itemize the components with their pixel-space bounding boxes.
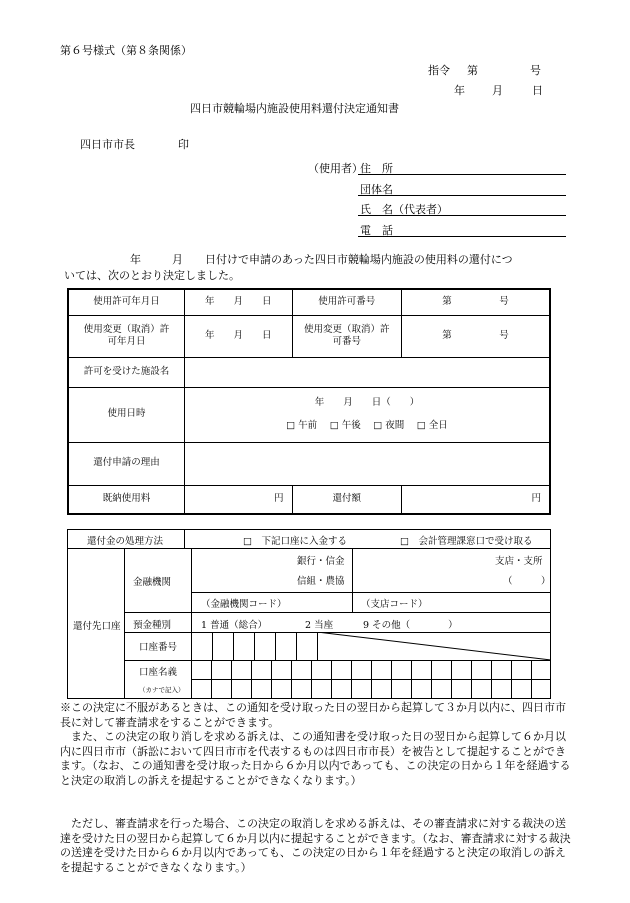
phone-line [358,236,566,237]
option-morning[interactable]: □ 午前 [286,419,318,431]
bank-code-label: （金融機関コード） [201,599,287,610]
bank-types-2: 信組・農協 [297,576,345,587]
change-date-cell [184,315,292,357]
kana-grid-line [391,660,392,699]
change-no-cell [401,315,550,357]
kana-grid-line [371,660,372,699]
paid-value [184,485,292,514]
kana-grid-line [411,660,412,699]
permit-no-cell [401,289,550,315]
kana-grid-line [331,660,332,699]
intro-year: 年 [130,253,141,266]
user-label: （使用者） [308,162,363,175]
num-dai: 第 [442,329,452,341]
kana-grid-line [251,660,252,699]
deposit-label: 預金種別 [133,620,172,631]
address-line [358,174,566,175]
name-line [358,215,566,216]
kana-grid-line [431,660,432,699]
option-night[interactable]: □ 夜間 [373,419,405,431]
refund-detail-table [67,288,551,515]
bank-types-1: 銀行・信金 [297,556,345,567]
ymd-year: 年 [204,296,215,308]
date-day: 日 [532,84,543,97]
kana-grid-line [491,660,492,699]
paid-label: 既納使用料 [68,485,184,514]
reason-value [184,442,550,485]
ymd-day: 日 [261,329,272,341]
change-no-label [292,315,401,357]
kana-grid-line [311,660,312,699]
yen-unit: 円 [273,493,284,505]
note-lawsuit: また、この決定の取り消しを求める訴えは、この通知書を受け取った日の翌日から起算して６か月以内に四日市市（訴訟において四日市市を代表するものは四日市市長）を被告として提起することができます。（なお、この通知書を受け取った日から６か月以内であっても、この決定の日から１年を経過すると決定の取消しの訴えを提起することができなくなります。） [60,730,571,787]
usage-date: 年 月 日（ ） [314,397,420,409]
refund-label: 還付額 [292,485,401,514]
intro-text-1: 日付けで申請のあった四日市競輪場内施設の使用料の還付につ [205,253,513,266]
yen-unit: 円 [531,493,541,505]
bank-label: 金融機関 [133,577,172,588]
method-deposit-option[interactable]: □ 下記口座に入金する [243,536,347,547]
intro-month: 月 [172,253,183,266]
kana-grid-line [271,660,272,699]
user-phone-label: 電 話 [360,224,393,237]
issuer-seal: 印 [178,138,189,151]
kana-grid-line [471,660,472,699]
change-no-label-1: 使用変更（取消）許 [303,323,390,335]
kana-grid-line [291,660,292,699]
permit-date-label: 使用許可年月日 [68,289,184,315]
intro-text-2: いては、次のとおり決定しました。 [64,269,240,282]
num-go: 号 [499,329,509,341]
kana-grid-line [231,660,232,699]
facility-value [184,357,550,387]
num-go: 号 [499,296,509,308]
directive-go: 号 [530,64,541,77]
user-name-label: 氏 名（代表者） [360,203,448,216]
usage-cell [184,387,550,442]
acct-no-diagonal [317,632,551,660]
date-month: 月 [492,84,503,97]
change-date-label-2: 可年月日 [107,336,146,347]
kana-grid-line [531,660,532,699]
deposit-current[interactable]: 2 当座 [305,620,334,631]
issuer-name: 四日市市長 [80,138,135,151]
kana-grid-line [511,660,512,699]
kana-grid-line [211,660,212,699]
ymd-year: 年 [204,329,215,341]
acct-no-label: 口座番号 [139,642,178,653]
directive-dai: 第 [467,64,478,77]
user-address-label: 住 所 [360,162,393,175]
kana-note: （カナで記入） [139,686,185,694]
kana-grid-line [451,660,452,699]
ymd-month: 月 [233,296,243,308]
change-no-label-2: 可番号 [332,336,361,347]
usage-label: 使用日時 [68,387,184,442]
user-group-label: 団体名 [360,183,393,196]
branch-paren: （ ） [503,576,551,587]
permit-no-label: 使用許可番号 [292,289,401,315]
change-date-label [68,315,184,357]
usage-options [185,420,549,432]
method-label: 還付金の処理方法 [87,536,164,547]
note-proviso: ただし、審査請求を行った場合、この決定の取消しを求める訴えは、その審査請求に対する裁決の送達を受けた日の翌日から起算して６か月以内に提起することができます。（なお、審査請求に対する裁決の送達を受けた日から６か月以内であっても、この決定の日から１年を経過すると決定の取消しの訴えを提起することができなくなります。） [60,817,571,874]
acct-name-label: 口座名義 [139,667,178,678]
account-section [67,529,551,699]
account-label: 還付先口座 [73,621,121,632]
group-line [358,195,566,196]
form-number: 第６号様式（第８条関係） [60,44,192,57]
directive-prefix: 指令 [428,64,450,77]
deposit-other[interactable]: 9 その他（ ） [363,620,458,631]
change-date-label-1: 使用変更（取消）許 [83,323,170,335]
option-afternoon[interactable]: □ 午後 [329,419,361,431]
date-year: 年 [454,84,465,97]
kana-grid-line [351,660,352,699]
branch-code-label: （支店コード） [361,599,428,610]
note-appeal: ※この決定に不服があるときは、この通知を受け取った日の翌日から起算して３か月以内に、四日市市長に対して審査請求をすることができます。 [60,701,566,729]
num-dai: 第 [442,296,452,308]
method-counter-option[interactable]: □ 会計管理課窓口で受け取る [400,536,533,547]
branch-types: 支店・支所 [495,556,543,567]
deposit-ordinary[interactable]: 1 普通（総合） [201,620,268,631]
refund-value [401,485,550,514]
ymd-month: 月 [233,329,243,341]
permit-date-cell [184,289,292,315]
reason-label: 還付申請の理由 [68,442,184,485]
facility-label: 許可を受けた施設名 [68,357,184,387]
page-title: 四日市競輪場内施設使用料還付決定通知書 [190,102,399,115]
ymd-day: 日 [261,296,272,308]
option-fullday[interactable]: □ 全日 [416,419,448,431]
